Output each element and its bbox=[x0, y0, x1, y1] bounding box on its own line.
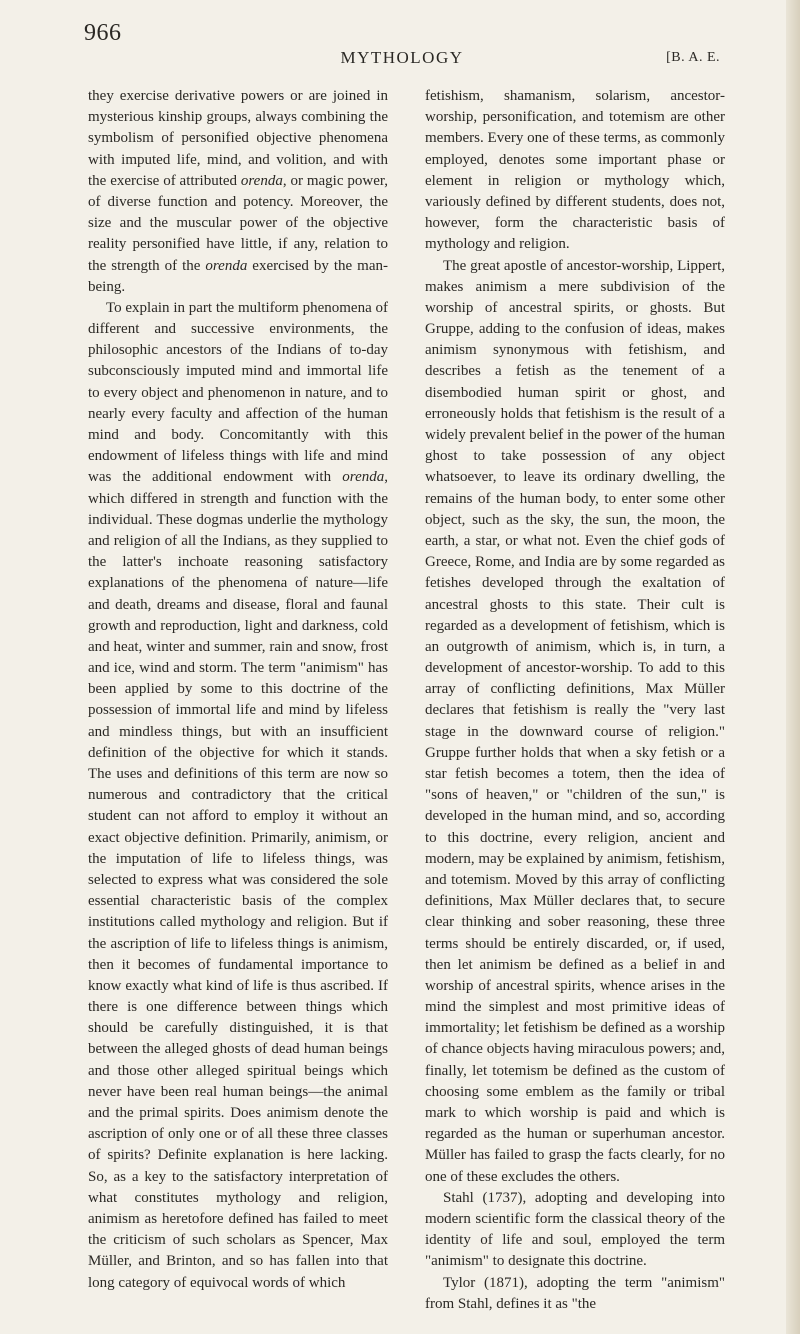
paragraph: The great apostle of ancestor-worship, Lippert, makes animism a mere subdivision of the worship of ancestral spirits, or ghosts. But Gruppe, adding to the confusion of ideas, makes animism synonymous with fetishism, and describes a fetish as the tenement of a disembodied human spirit or ghost, and erroneously holds that fetishism is the result of a widely prevalent belief in the power of the human ghost to take possession of any object whatsoever, to leave its ordinary dwelling, the remains of the human body, to enter some other object, such as the sky, the sun, the moon, the earth, a star, or what not. Even the chief gods of Greece, Rome, and India are by some regarded as fetishes developed through the exaltation of ancestral ghosts to this state. Their cult is regarded as a development of fetishism, which is an outgrowth of animism, which is, in turn, a development of ancestor-worship. To add to this array of conflicting definitions, Max Müller declares that fetishism is really the "very last stage in the downward course of religion." Gruppe further holds that when a sky fetish or a star fetish becomes a totem, then the idea of "sons of heaven," or "children of the sun," is developed in the human mind, and so, according to this doctrine, every religion, ancient and modern, may be explained by animism, fetishism, and totemism. Moved by this array of conflicting definitions, Max Müller declares that, to secure clear thinking and sober reasoning, these three terms should be entirely discarded, or, if used, then let animism be defined as a belief in and worship of ancestral spirits, whence arises in the mind the simplest and most primitive ideas of immortality; let fetishism be defined as a worship of chance objects having miraculous powers; and, finally, let totemism be defined as the custom of choosing some emblem as the family or tribal mark to which worship is paid and which is regarded as the human or superhuman ancestor. Müller has failed to grasp the facts clearly, for no one of these excludes the others. bbox=[425, 257, 725, 1185]
paragraph: they exercise derivative powers or are joined in mysterious kinship groups, always combining the symbolism of personified objective phenomena with imputed life, mind, and volition, and with the exercise of attributed orenda, or magic power, of diverse function and potency. Moreover, the size and the muscular power of the objective reality personified have little, if any, relation to the strength of the orenda exercised by the man-being. bbox=[88, 88, 388, 295]
running-head: MYTHOLOGY bbox=[340, 48, 464, 67]
page-number: 966 bbox=[84, 20, 122, 46]
page-header bbox=[84, 20, 720, 70]
italic-term: orenda bbox=[205, 257, 248, 274]
right-column bbox=[425, 86, 725, 1315]
paragraph: To explain in part the multiform phenomena of different and successive environments, the philosophic ancestors of the Indians of to-day subconsciously imputed mind and immortal life to every object and phenomenon in nature, and to nearly every faculty and affection of the human mind and body. Concomitantly with this endowment of lifeless things with life and mind was the additional endowment with orenda, which differed in strength and function with the individual. These dogmas underlie the mythology and religion of all the Indians, as they supplied to the latter's inchoate reasoning satisfactory explanations of the phenomena of nature—life and death, dreams and disease, floral and faunal growth and reproduction, light and darkness, cold and heat, winter and summer, rain and snow, frost and ice, wind and storm. The term "animism" has been applied by some to this doctrine of the possession of immortal life and mind by lifeless and mindless things, but with an insufficient definition of the objective for which it stands. The uses and definitions of this term are now so numerous and contradictory that the critical student can not afford to employ it without an exact objective definition. Primarily, animism, or the imputation of life to lifeless things, was selected to express what was considered the sole essential characteristic basis of the complex institutions called mythology and religion. But if the ascription of life to lifeless things is animism, then it becomes of fundamental importance to know exactly what kind of life is thus ascribed. If there is one difference between things which should be carefully distinguished, it is that between the alleged ghosts of dead human beings and those other alleged spiritual beings which never have been real human beings—the animal and the primal spirits. Does animism denote the ascription of only one or of all these three classes of spirits? Definite explanation is here lacking. So, as a key to the satisfactory interpretation of what constitutes mythology and religion, animism as heretofore defined has failed to meet the criticism of such scholars as Spencer, Max Müller, and Brinton, and so has fallen into that long category of equivocal words of which bbox=[88, 299, 388, 1291]
paragraph: Tylor (1871), adopting the term "animism" from Stahl, defines it as "the bbox=[425, 1274, 725, 1312]
paragraph: fetishism, shamanism, solarism, ancestor-worship, personification, and totemism are other members. Every one of these terms, as commonly employed, denotes some important phase or element in religion or mythology which, variously defined by different students, does not, however, form the characteristic basis of mythology and religion. bbox=[425, 88, 725, 253]
italic-term: orenda bbox=[240, 172, 283, 189]
page-edge-shadow bbox=[786, 0, 800, 1334]
italic-term: orenda bbox=[342, 469, 385, 486]
left-column bbox=[88, 86, 388, 1294]
section-reference: [B. A. E. bbox=[666, 50, 720, 65]
paragraph: Stahl (1737), adopting and developing into modern scientific form the classical theory of the identity of life and soul, employed the term "animism" to designate this doctrine. bbox=[425, 1189, 725, 1270]
